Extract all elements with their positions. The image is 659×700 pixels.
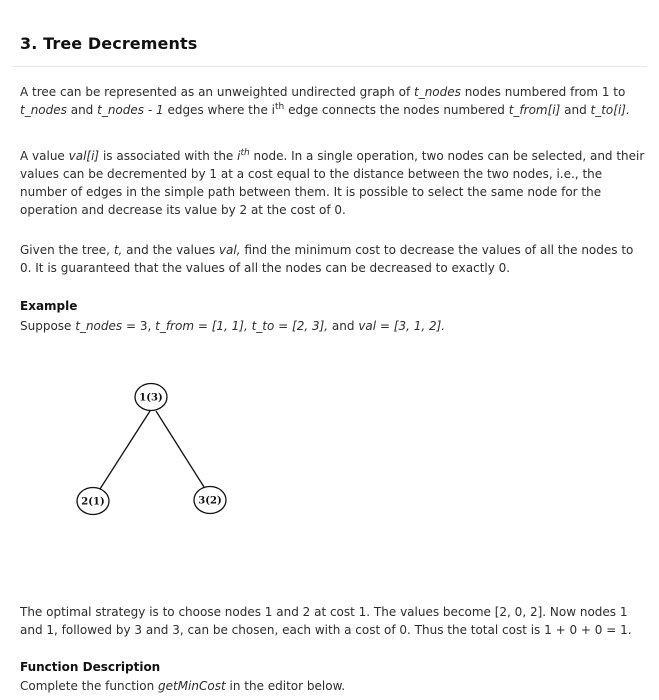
tree-edge-1-3 [156, 411, 204, 487]
ex-var-edges: t_from = [1, 1], t_to = [2, 3], [155, 319, 329, 333]
p1-var-tnodes-2: t_nodes [20, 103, 67, 117]
problem-title: 3. Tree Decrements [20, 34, 198, 53]
tree-edge-1-2 [100, 411, 150, 489]
tree-node-3-label: 3(2) [198, 495, 222, 507]
example-heading: Example [20, 299, 78, 313]
p2-sup-th: th [240, 148, 250, 158]
ex-var-val: val = [3, 1, 2]. [358, 319, 446, 333]
fd-text-a: Complete the function [20, 679, 158, 693]
p2-text-f: node. In a single operation, two nodes can be selected, and their values can be decremented by 1 at a cost equal to the distance between the two nodes, i.e., the number of edges in the simple path between them. It is possible to select the same node for the operation and decrease its value by 2 at the cost of 0. [20, 149, 645, 217]
tree-node-2-label: 2(1) [81, 496, 105, 508]
p1-var-tfrom: t_from[i] [508, 103, 561, 117]
p3-text-a: Given the tree, [20, 243, 114, 257]
fd-text-c: in the editor below. [225, 679, 346, 693]
p3-var-val: val, [218, 243, 241, 257]
p2-var-val: val[i] [68, 149, 100, 163]
p1-var-tnodes: t_nodes [413, 85, 461, 99]
function-description-text [20, 677, 648, 695]
p3-var-t: t, [113, 243, 123, 257]
tree-definition-paragraph [20, 83, 648, 119]
p1-var-tto: t_to[i]. [590, 103, 630, 117]
p1-text-i: edge connects the nodes numbered [284, 103, 509, 117]
p3-text-e: find the minimum cost to decrease the values of all the nodes to 0. It is guaranteed that the values of all the nodes can be decreased to exactly 0. [20, 243, 634, 275]
tree-node-2 [77, 488, 109, 515]
ex-text-c: = 3, [122, 319, 156, 333]
ex-text-a: Suppose [20, 319, 76, 333]
p1-text-e: and [66, 103, 98, 117]
p1-sup-th: th [275, 102, 285, 112]
function-description-heading: Function Description [20, 660, 161, 674]
ex-var-tnodes: t_nodes [75, 319, 123, 333]
example-explanation: The optimal strategy is to choose nodes 1 and 2 at cost 1. The values become [2, 0, 2]. Now nodes 1 and 1, followed by 3 and 3, can be chosen, each with a cost of 0. Thus the total cost is 1 + 0 + 0 = 1. [20, 605, 632, 637]
p2-text-c: is associated with the [99, 149, 238, 163]
ex-text-e: and [328, 319, 359, 333]
tree-diagram [20, 339, 280, 597]
fd-function-name: getMinCost [158, 679, 226, 693]
tree-node-1 [135, 384, 167, 411]
value-operation-paragraph [20, 147, 648, 219]
p1-text-g: edges where the i [163, 103, 276, 117]
tree-node-3 [194, 487, 226, 514]
p1-text-c: nodes numbered from 1 to [460, 85, 626, 99]
p1-text-a: A tree can be represented as an unweighted undirected graph of [20, 85, 414, 99]
task-paragraph [20, 241, 648, 277]
p2-var-i: i [237, 149, 241, 163]
tree-node-1-label: 1(3) [139, 392, 163, 404]
p1-var-edges: t_nodes - 1 [97, 103, 164, 117]
p1-text-k: and [560, 103, 591, 117]
title-divider [12, 66, 647, 67]
p3-text-c: and the values [122, 243, 219, 257]
example-setup [20, 317, 648, 335]
example-tree-figure [20, 339, 280, 597]
p2-text-a: A value [20, 149, 69, 163]
